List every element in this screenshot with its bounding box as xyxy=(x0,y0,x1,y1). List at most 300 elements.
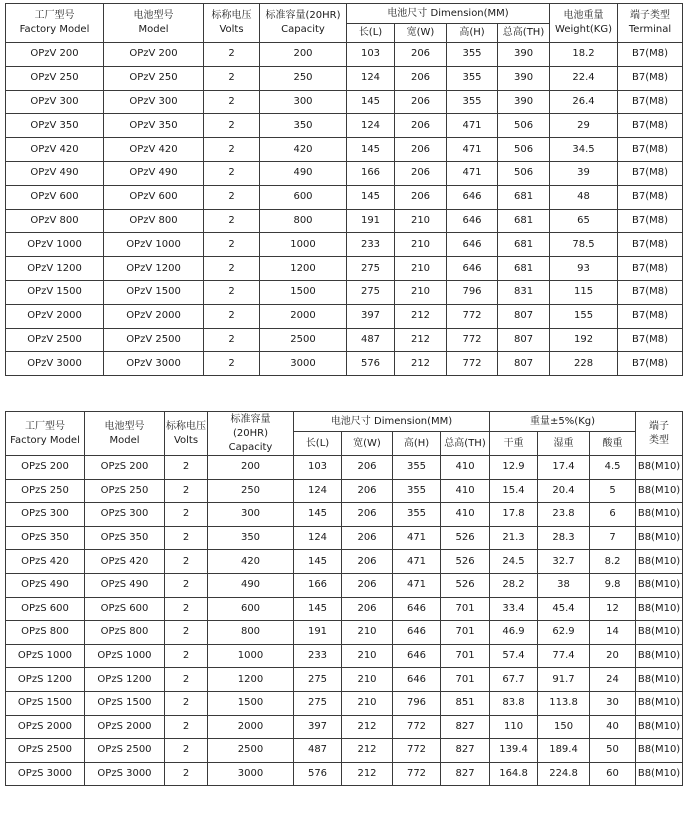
cell-terminal: B8(M10) xyxy=(636,550,683,574)
cell-dry-weight: 139.4 xyxy=(490,739,538,763)
opzs-table-body xyxy=(6,456,683,786)
cell-model: OPzS 420 xyxy=(85,550,165,574)
table-row xyxy=(6,479,683,503)
cell-volts: 2 xyxy=(204,280,260,304)
header-volts-cn: 标称电压 xyxy=(166,420,206,432)
cell-weight: 34.5 xyxy=(550,138,618,162)
table-row xyxy=(6,644,683,668)
cell-terminal: B7(M8) xyxy=(618,138,683,162)
header-terminal-line2: 类型 xyxy=(649,434,670,446)
cell-length: 191 xyxy=(347,209,395,233)
cell-width: 206 xyxy=(395,43,447,67)
cell-terminal: B8(M10) xyxy=(636,597,683,621)
header-weight-cn: 电池重量 xyxy=(563,10,604,21)
cell-capacity: 3000 xyxy=(208,762,294,786)
header-dimension: 电池尺寸 Dimension(MM) xyxy=(294,412,490,432)
cell-length: 275 xyxy=(347,257,395,281)
header-model xyxy=(104,4,204,43)
cell-volts: 2 xyxy=(165,526,208,550)
cell-volts: 2 xyxy=(165,621,208,645)
cell-dry-weight: 164.8 xyxy=(490,762,538,786)
cell-height: 772 xyxy=(447,352,498,376)
cell-acid-weight: 24 xyxy=(590,668,636,692)
cell-capacity: 490 xyxy=(260,161,347,185)
cell-factory-model: OPzS 350 xyxy=(6,526,85,550)
cell-height: 355 xyxy=(447,43,498,67)
cell-terminal: B7(M8) xyxy=(618,233,683,257)
cell-terminal: B7(M8) xyxy=(618,328,683,352)
cell-capacity: 2000 xyxy=(208,715,294,739)
cell-volts: 2 xyxy=(165,644,208,668)
cell-terminal: B8(M10) xyxy=(636,526,683,550)
cell-height: 646 xyxy=(393,644,441,668)
cell-model: OPzV 3000 xyxy=(104,352,204,376)
cell-total-height: 681 xyxy=(498,209,550,233)
cell-factory-model: OPzV 300 xyxy=(6,90,104,114)
cell-terminal: B8(M10) xyxy=(636,644,683,668)
table-row xyxy=(6,503,683,527)
header-terminal xyxy=(618,4,683,43)
cell-width: 212 xyxy=(342,739,393,763)
cell-capacity: 200 xyxy=(260,43,347,67)
cell-terminal: B8(M10) xyxy=(636,668,683,692)
cell-width: 206 xyxy=(395,114,447,138)
header-length: 长(L) xyxy=(347,24,395,43)
cell-capacity: 350 xyxy=(208,526,294,550)
cell-volts: 2 xyxy=(204,352,260,376)
cell-total-height: 851 xyxy=(441,691,490,715)
header-terminal xyxy=(636,412,683,456)
cell-volts: 2 xyxy=(165,739,208,763)
cell-wet-weight: 17.4 xyxy=(538,456,590,480)
cell-wet-weight: 32.7 xyxy=(538,550,590,574)
cell-width: 206 xyxy=(342,526,393,550)
cell-height: 646 xyxy=(393,668,441,692)
table-row xyxy=(6,161,683,185)
header-dry-weight: 干重 xyxy=(490,432,538,456)
cell-length: 145 xyxy=(347,138,395,162)
cell-weight: 65 xyxy=(550,209,618,233)
cell-length: 191 xyxy=(294,621,342,645)
header-height: 高(H) xyxy=(393,432,441,456)
cell-height: 646 xyxy=(447,209,498,233)
cell-width: 206 xyxy=(342,573,393,597)
cell-model: OPzV 1000 xyxy=(104,233,204,257)
cell-total-height: 681 xyxy=(498,233,550,257)
cell-length: 275 xyxy=(294,691,342,715)
cell-width: 212 xyxy=(395,304,447,328)
cell-factory-model: OPzS 300 xyxy=(6,503,85,527)
cell-factory-model: OPzS 1000 xyxy=(6,644,85,668)
cell-capacity: 1200 xyxy=(208,668,294,692)
cell-factory-model: OPzS 3000 xyxy=(6,762,85,786)
cell-volts: 2 xyxy=(204,43,260,67)
cell-factory-model: OPzS 2000 xyxy=(6,715,85,739)
table-row xyxy=(6,550,683,574)
cell-factory-model: OPzV 3000 xyxy=(6,352,104,376)
cell-height: 471 xyxy=(447,138,498,162)
cell-height: 471 xyxy=(447,114,498,138)
cell-terminal: B8(M10) xyxy=(636,715,683,739)
cell-height: 772 xyxy=(447,304,498,328)
cell-total-height: 827 xyxy=(441,762,490,786)
cell-width: 206 xyxy=(395,185,447,209)
table-row xyxy=(6,90,683,114)
cell-total-height: 827 xyxy=(441,715,490,739)
table-row xyxy=(6,304,683,328)
cell-model: OPzS 350 xyxy=(85,526,165,550)
cell-volts: 2 xyxy=(165,503,208,527)
cell-length: 103 xyxy=(294,456,342,480)
cell-total-height: 807 xyxy=(498,328,550,352)
cell-acid-weight: 12 xyxy=(590,597,636,621)
cell-total-height: 390 xyxy=(498,43,550,67)
cell-terminal: B7(M8) xyxy=(618,209,683,233)
cell-terminal: B8(M10) xyxy=(636,573,683,597)
cell-weight: 18.2 xyxy=(550,43,618,67)
cell-factory-model: OPzS 800 xyxy=(6,621,85,645)
cell-factory-model: OPzS 420 xyxy=(6,550,85,574)
table-row xyxy=(6,66,683,90)
cell-total-height: 701 xyxy=(441,597,490,621)
cell-height: 471 xyxy=(447,161,498,185)
cell-model: OPzS 200 xyxy=(85,456,165,480)
header-width: 宽(W) xyxy=(342,432,393,456)
cell-capacity: 300 xyxy=(260,90,347,114)
cell-wet-weight: 224.8 xyxy=(538,762,590,786)
cell-factory-model: OPzS 200 xyxy=(6,456,85,480)
header-capacity xyxy=(260,4,347,43)
cell-height: 796 xyxy=(393,691,441,715)
cell-weight: 39 xyxy=(550,161,618,185)
table-row xyxy=(6,621,683,645)
cell-height: 646 xyxy=(393,621,441,645)
cell-volts: 2 xyxy=(204,66,260,90)
cell-total-height: 807 xyxy=(498,304,550,328)
header-volts xyxy=(204,4,260,43)
cell-capacity: 350 xyxy=(260,114,347,138)
cell-total-height: 410 xyxy=(441,479,490,503)
cell-wet-weight: 28.3 xyxy=(538,526,590,550)
cell-capacity: 2000 xyxy=(260,304,347,328)
header-acid-weight: 酸重 xyxy=(590,432,636,456)
cell-factory-model: OPzS 490 xyxy=(6,573,85,597)
header-terminal-cn: 端子类型 xyxy=(630,10,671,21)
cell-dry-weight: 12.9 xyxy=(490,456,538,480)
cell-length: 397 xyxy=(347,304,395,328)
table-row xyxy=(6,597,683,621)
cell-length: 145 xyxy=(294,503,342,527)
cell-width: 210 xyxy=(395,280,447,304)
header-height: 高(H) xyxy=(447,24,498,43)
cell-wet-weight: 38 xyxy=(538,573,590,597)
cell-capacity: 420 xyxy=(208,550,294,574)
cell-width: 206 xyxy=(342,503,393,527)
header-model-cn: 电池型号 xyxy=(104,420,145,432)
cell-model: OPzS 300 xyxy=(85,503,165,527)
cell-length: 166 xyxy=(347,161,395,185)
cell-total-height: 681 xyxy=(498,257,550,281)
cell-factory-model: OPzV 1500 xyxy=(6,280,104,304)
cell-wet-weight: 77.4 xyxy=(538,644,590,668)
table-row xyxy=(6,668,683,692)
cell-weight: 26.4 xyxy=(550,90,618,114)
cell-factory-model: OPzS 1500 xyxy=(6,691,85,715)
cell-volts: 2 xyxy=(204,233,260,257)
cell-weight: 22.4 xyxy=(550,66,618,90)
cell-total-height: 526 xyxy=(441,573,490,597)
cell-height: 471 xyxy=(393,550,441,574)
cell-width: 206 xyxy=(342,479,393,503)
cell-length: 487 xyxy=(347,328,395,352)
cell-total-height: 506 xyxy=(498,114,550,138)
cell-acid-weight: 4.5 xyxy=(590,456,636,480)
cell-width: 210 xyxy=(395,257,447,281)
cell-length: 397 xyxy=(294,715,342,739)
cell-dry-weight: 46.9 xyxy=(490,621,538,645)
header-model-en: Model xyxy=(138,24,169,35)
cell-length: 145 xyxy=(347,185,395,209)
cell-terminal: B8(M10) xyxy=(636,739,683,763)
cell-terminal: B7(M8) xyxy=(618,257,683,281)
cell-capacity: 490 xyxy=(208,573,294,597)
cell-weight: 192 xyxy=(550,328,618,352)
cell-volts: 2 xyxy=(165,762,208,786)
cell-width: 206 xyxy=(342,550,393,574)
header-width: 宽(W) xyxy=(395,24,447,43)
cell-factory-model: OPzV 1000 xyxy=(6,233,104,257)
cell-model: OPzV 2000 xyxy=(104,304,204,328)
cell-width: 210 xyxy=(342,621,393,645)
cell-terminal: B7(M8) xyxy=(618,304,683,328)
cell-width: 206 xyxy=(395,138,447,162)
cell-terminal: B8(M10) xyxy=(636,479,683,503)
table-row xyxy=(6,715,683,739)
cell-height: 772 xyxy=(393,762,441,786)
cell-volts: 2 xyxy=(165,550,208,574)
cell-volts: 2 xyxy=(204,328,260,352)
cell-terminal: B7(M8) xyxy=(618,280,683,304)
header-capacity-en: Capacity xyxy=(228,441,273,453)
cell-weight: 29 xyxy=(550,114,618,138)
cell-acid-weight: 6 xyxy=(590,503,636,527)
cell-height: 772 xyxy=(393,739,441,763)
cell-model: OPzS 600 xyxy=(85,597,165,621)
cell-model: OPzS 490 xyxy=(85,573,165,597)
cell-model: OPzV 800 xyxy=(104,209,204,233)
cell-width: 206 xyxy=(395,90,447,114)
table-row xyxy=(6,138,683,162)
cell-total-height: 807 xyxy=(498,352,550,376)
cell-width: 206 xyxy=(342,597,393,621)
cell-height: 646 xyxy=(393,597,441,621)
cell-factory-model: OPzV 200 xyxy=(6,43,104,67)
table-row xyxy=(6,185,683,209)
cell-capacity: 1200 xyxy=(260,257,347,281)
table-row xyxy=(6,233,683,257)
cell-height: 355 xyxy=(393,479,441,503)
cell-terminal: B8(M10) xyxy=(636,762,683,786)
cell-length: 145 xyxy=(294,597,342,621)
cell-dry-weight: 15.4 xyxy=(490,479,538,503)
cell-terminal: B8(M10) xyxy=(636,503,683,527)
header-terminal-en: Terminal xyxy=(628,24,672,35)
cell-wet-weight: 45.4 xyxy=(538,597,590,621)
cell-total-height: 390 xyxy=(498,66,550,90)
cell-height: 355 xyxy=(447,66,498,90)
cell-height: 355 xyxy=(447,90,498,114)
cell-terminal: B8(M10) xyxy=(636,456,683,480)
table-row xyxy=(6,526,683,550)
opzv-spec-table xyxy=(5,3,683,376)
cell-weight: 228 xyxy=(550,352,618,376)
cell-factory-model: OPzV 250 xyxy=(6,66,104,90)
cell-height: 471 xyxy=(393,573,441,597)
table-row xyxy=(6,352,683,376)
cell-volts: 2 xyxy=(204,90,260,114)
cell-weight: 78.5 xyxy=(550,233,618,257)
cell-model: OPzS 3000 xyxy=(85,762,165,786)
cell-wet-weight: 23.8 xyxy=(538,503,590,527)
cell-width: 210 xyxy=(342,668,393,692)
cell-length: 124 xyxy=(347,66,395,90)
cell-width: 212 xyxy=(395,352,447,376)
header-dimension: 电池尺寸 Dimension(MM) xyxy=(347,4,550,24)
cell-length: 124 xyxy=(294,479,342,503)
cell-length: 275 xyxy=(294,668,342,692)
cell-dry-weight: 24.5 xyxy=(490,550,538,574)
cell-total-height: 506 xyxy=(498,138,550,162)
cell-height: 772 xyxy=(393,715,441,739)
cell-model: OPzS 1000 xyxy=(85,644,165,668)
table-row xyxy=(6,739,683,763)
table-row xyxy=(6,456,683,480)
cell-volts: 2 xyxy=(204,161,260,185)
table-row xyxy=(6,328,683,352)
cell-factory-model: OPzV 2500 xyxy=(6,328,104,352)
cell-capacity: 2500 xyxy=(208,739,294,763)
table-row xyxy=(6,280,683,304)
cell-length: 487 xyxy=(294,739,342,763)
cell-height: 471 xyxy=(393,526,441,550)
cell-height: 646 xyxy=(447,185,498,209)
table-row xyxy=(6,762,683,786)
cell-model: OPzV 600 xyxy=(104,185,204,209)
cell-terminal: B7(M8) xyxy=(618,352,683,376)
cell-terminal: B7(M8) xyxy=(618,43,683,67)
cell-width: 210 xyxy=(342,644,393,668)
cell-factory-model: OPzV 1200 xyxy=(6,257,104,281)
cell-volts: 2 xyxy=(204,185,260,209)
header-factory-model xyxy=(6,412,85,456)
cell-volts: 2 xyxy=(204,257,260,281)
cell-weight: 93 xyxy=(550,257,618,281)
cell-acid-weight: 20 xyxy=(590,644,636,668)
cell-model: OPzV 1500 xyxy=(104,280,204,304)
cell-width: 210 xyxy=(395,209,447,233)
cell-acid-weight: 14 xyxy=(590,621,636,645)
cell-width: 210 xyxy=(342,691,393,715)
header-capacity-en: Capacity xyxy=(281,24,325,35)
cell-length: 166 xyxy=(294,573,342,597)
cell-total-height: 410 xyxy=(441,456,490,480)
cell-factory-model: OPzS 1200 xyxy=(6,668,85,692)
cell-model: OPzS 2000 xyxy=(85,715,165,739)
header-model xyxy=(85,412,165,456)
header-factory-model-cn: 工厂型号 xyxy=(34,10,75,21)
cell-acid-weight: 30 xyxy=(590,691,636,715)
cell-volts: 2 xyxy=(204,114,260,138)
cell-capacity: 300 xyxy=(208,503,294,527)
cell-volts: 2 xyxy=(165,715,208,739)
table-row xyxy=(6,114,683,138)
cell-volts: 2 xyxy=(165,597,208,621)
cell-total-height: 526 xyxy=(441,550,490,574)
header-factory-model xyxy=(6,4,104,43)
cell-factory-model: OPzS 600 xyxy=(6,597,85,621)
cell-terminal: B7(M8) xyxy=(618,66,683,90)
cell-acid-weight: 40 xyxy=(590,715,636,739)
header-volts-en: Volts xyxy=(173,434,199,446)
cell-terminal: B8(M10) xyxy=(636,621,683,645)
cell-length: 576 xyxy=(347,352,395,376)
cell-dry-weight: 28.2 xyxy=(490,573,538,597)
table-row xyxy=(6,43,683,67)
table-row xyxy=(6,573,683,597)
header-weight xyxy=(550,4,618,43)
cell-length: 103 xyxy=(347,43,395,67)
cell-length: 145 xyxy=(347,90,395,114)
cell-model: OPzV 250 xyxy=(104,66,204,90)
cell-terminal: B8(M10) xyxy=(636,691,683,715)
cell-total-height: 390 xyxy=(498,90,550,114)
cell-model: OPzV 200 xyxy=(104,43,204,67)
opzv-table-body xyxy=(6,43,683,376)
cell-total-height: 701 xyxy=(441,668,490,692)
cell-capacity: 250 xyxy=(208,479,294,503)
cell-dry-weight: 33.4 xyxy=(490,597,538,621)
cell-factory-model: OPzV 490 xyxy=(6,161,104,185)
cell-dry-weight: 83.8 xyxy=(490,691,538,715)
cell-capacity: 3000 xyxy=(260,352,347,376)
header-wet-weight: 湿重 xyxy=(538,432,590,456)
cell-model: OPzV 420 xyxy=(104,138,204,162)
cell-terminal: B7(M8) xyxy=(618,90,683,114)
header-capacity-rate: (20HR) xyxy=(233,427,268,439)
cell-wet-weight: 62.9 xyxy=(538,621,590,645)
cell-height: 646 xyxy=(447,233,498,257)
cell-factory-model: OPzS 250 xyxy=(6,479,85,503)
cell-factory-model: OPzV 350 xyxy=(6,114,104,138)
cell-volts: 2 xyxy=(165,668,208,692)
cell-capacity: 2500 xyxy=(260,328,347,352)
header-model-cn: 电池型号 xyxy=(133,10,174,21)
cell-width: 206 xyxy=(395,66,447,90)
cell-total-height: 701 xyxy=(441,644,490,668)
cell-factory-model: OPzV 800 xyxy=(6,209,104,233)
cell-volts: 2 xyxy=(165,456,208,480)
header-weight: 重量±5%(Kg) xyxy=(490,412,636,432)
cell-length: 124 xyxy=(294,526,342,550)
opzs-spec-table xyxy=(5,411,683,786)
cell-length: 233 xyxy=(347,233,395,257)
header-capacity xyxy=(208,412,294,456)
cell-wet-weight: 113.8 xyxy=(538,691,590,715)
header-factory-model-cn: 工厂型号 xyxy=(25,420,65,432)
cell-length: 275 xyxy=(347,280,395,304)
cell-dry-weight: 21.3 xyxy=(490,526,538,550)
cell-wet-weight: 91.7 xyxy=(538,668,590,692)
